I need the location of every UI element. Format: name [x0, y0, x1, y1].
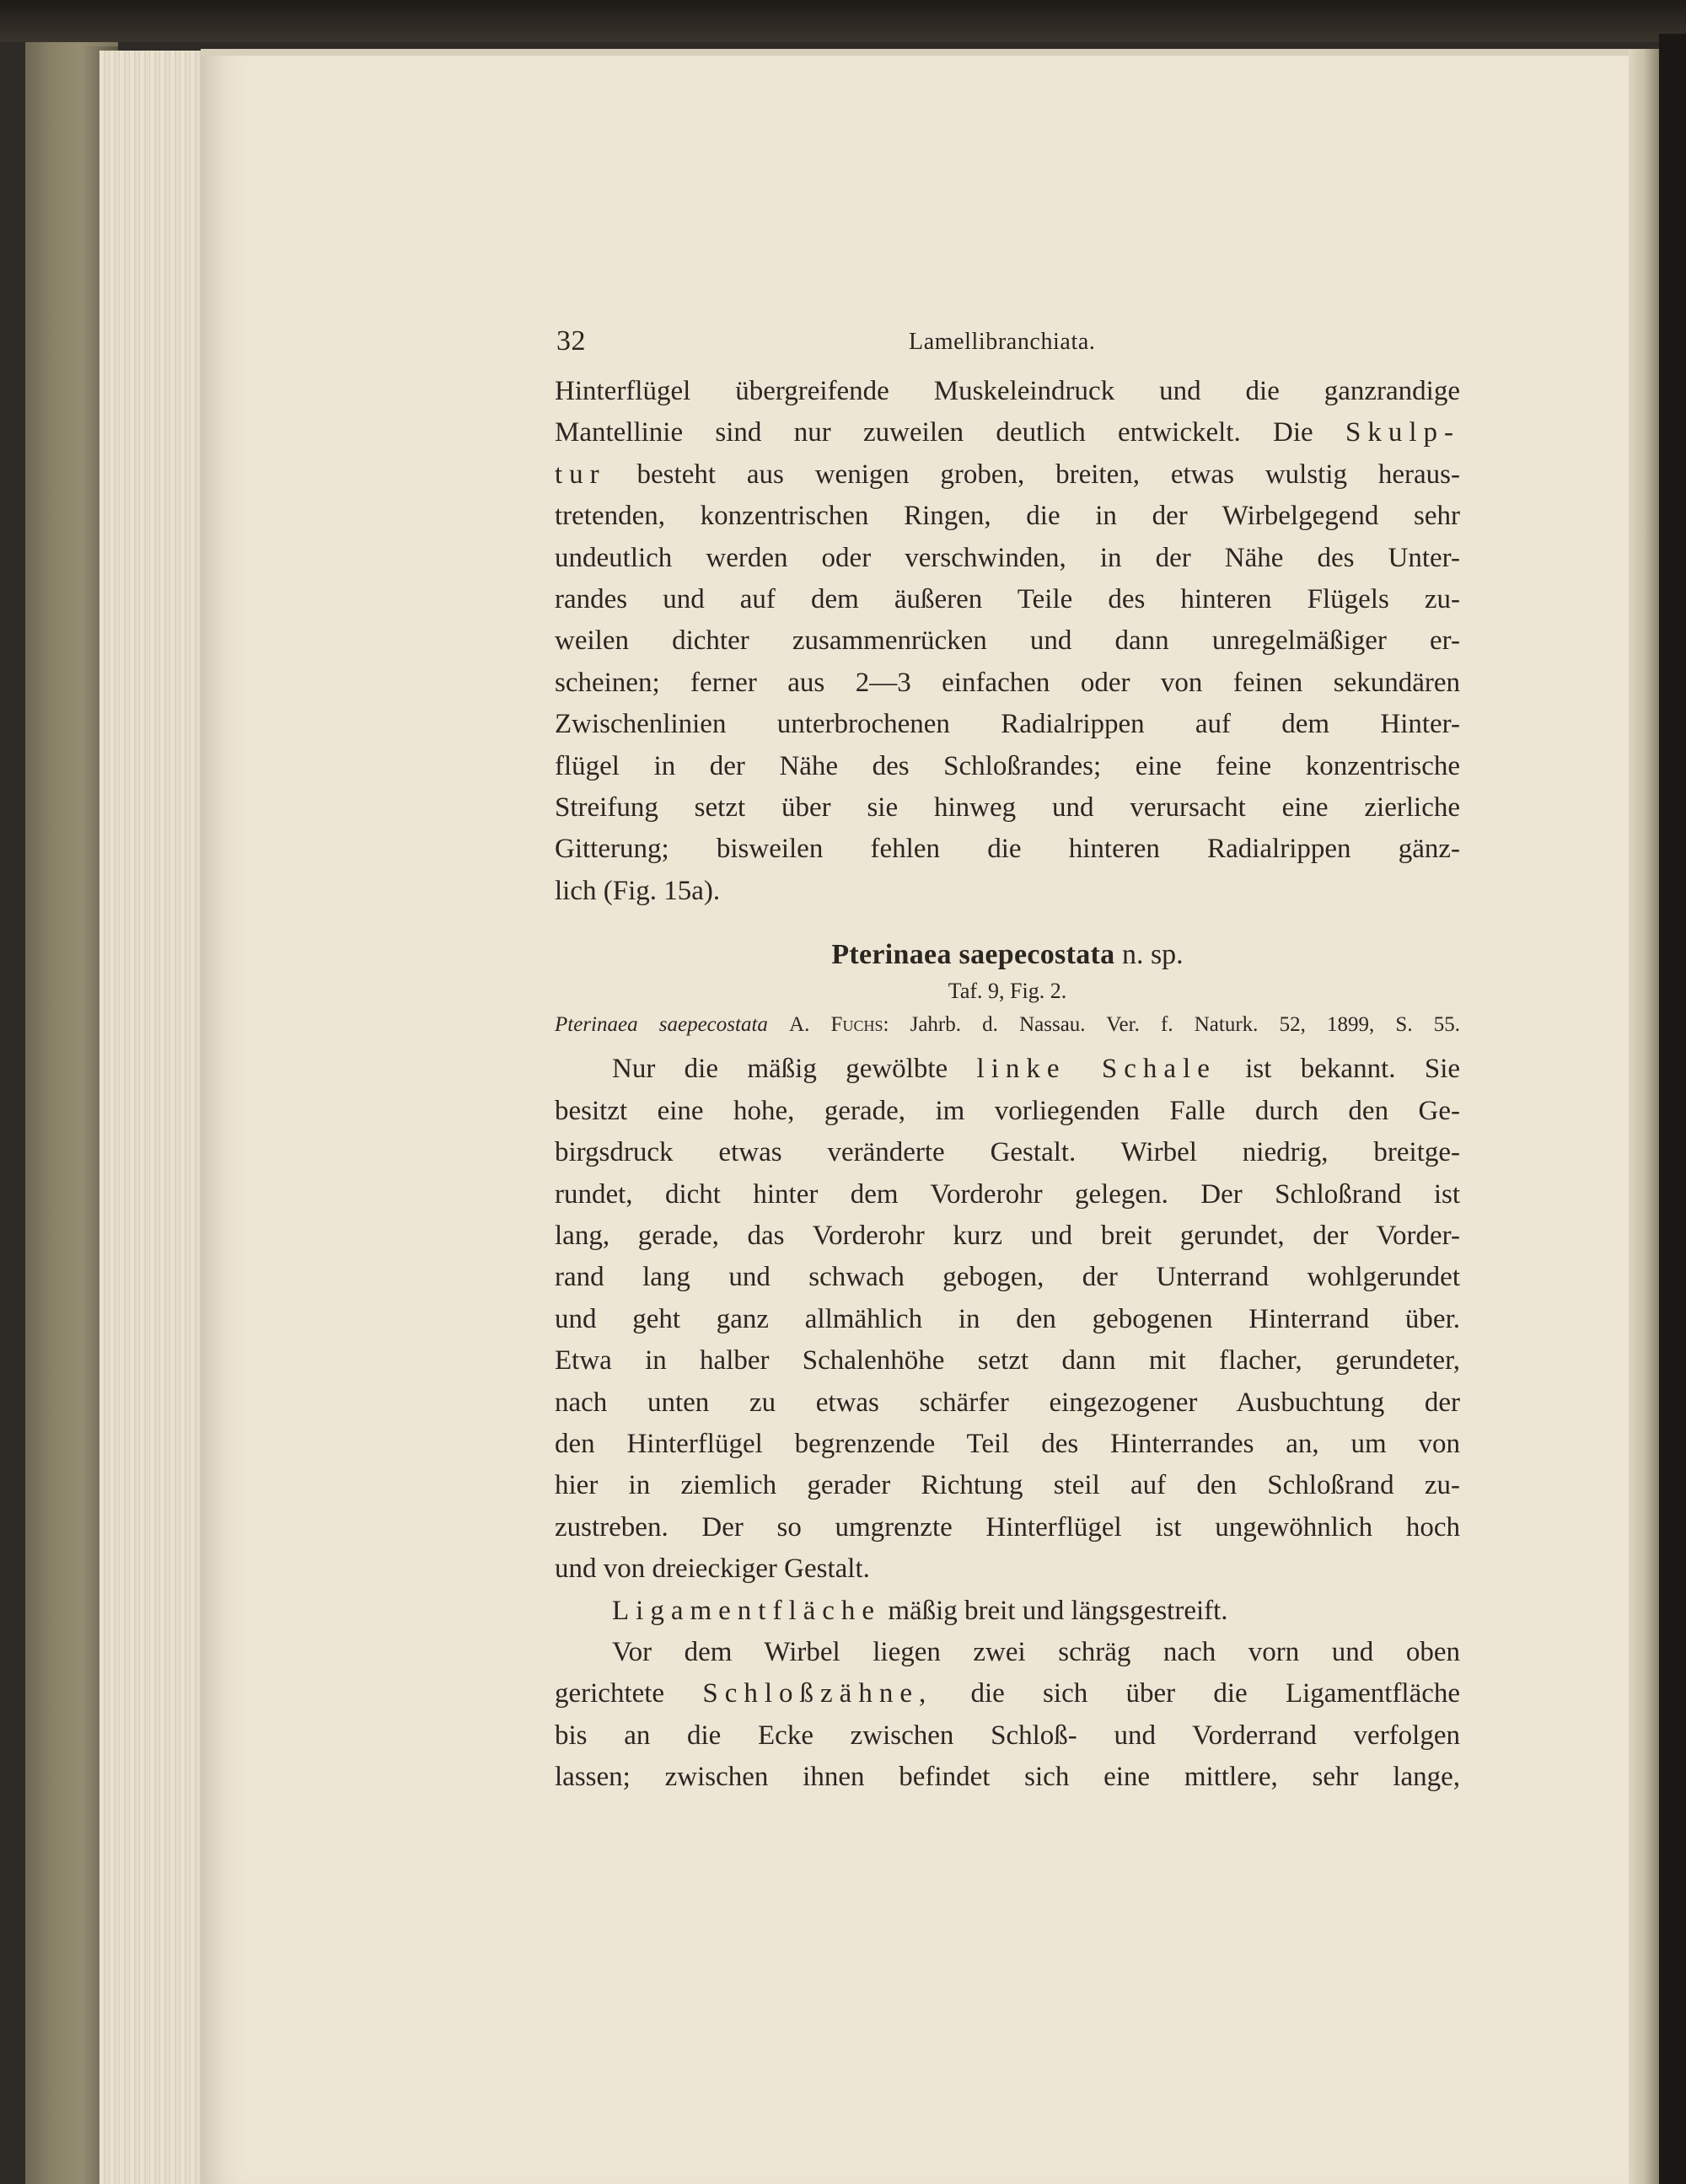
text-line: lang, gerade, das Vorderohr kurz und breit gerundet, der Vorder- — [555, 1220, 1460, 1251]
spaced-term: tur — [555, 459, 606, 490]
spaced-term: Schloßzähne, — [702, 1678, 933, 1709]
text-segment: ist bekannt. Sie — [1245, 1054, 1461, 1085]
paragraph-sculpture — [555, 371, 1460, 912]
text-line — [555, 1673, 1460, 1714]
background-top — [0, 0, 1686, 42]
text-line: flügel in der Nähe des Schloßrandes; eine feine konzentrische — [555, 750, 1460, 781]
text-segment: Mantellinie sind nur zuweilen deutlich entwickelt. Die — [555, 417, 1313, 448]
text-line: rundet, dicht hinter dem Vorderohr gelegen. Der Schloßrand ist — [555, 1178, 1460, 1210]
text-segment: die sich über die Ligamentfläche — [970, 1678, 1461, 1709]
page-right-edge — [1629, 49, 1659, 2184]
text-line: birgsdruck etwas veränderte Gestalt. Wirbel niedrig, breitge- — [555, 1137, 1460, 1168]
text-line: und von dreieckiger Gestalt. — [555, 1553, 870, 1585]
citation — [555, 1008, 1460, 1042]
page-top-band — [201, 49, 1642, 56]
species-heading — [555, 936, 1460, 974]
text-line: Hinterflügel übergreifende Muskeleindruck und die ganzrandige — [555, 376, 1460, 406]
text-line: bis an die Ecke zwischen Schloß- und Vorderrand verfolgen — [555, 1720, 1460, 1751]
text-line: Gitterung; bisweilen fehlen die hinteren Radialrippen gänz- — [555, 834, 1460, 865]
running-title: Lamellibranchiata. — [909, 329, 1096, 355]
text-line: den Hinterflügel begrenzende Teil des Hinterrandes an, um von — [555, 1428, 1460, 1459]
text-line: Streifung setzt über sie hinweg und verursacht eine zierliche — [555, 792, 1460, 824]
page-number: 32 — [556, 325, 586, 357]
citation-taxon: Pterinaea saepecostata — [555, 1013, 768, 1037]
text-line: Zwischenlinien unterbrochenen Radialrippen auf dem Hinter- — [555, 709, 1460, 740]
species-suffix: n. sp. — [1121, 939, 1184, 971]
text-segment: Nur die mäßig gewölbte — [612, 1054, 948, 1085]
plate-reference: Taf. 9, Fig. 2. — [948, 979, 1067, 1004]
background-right — [1659, 34, 1686, 2184]
text-line: tretenden, konzentrischen Ringen, die in der Wirbelgegend sehr — [555, 501, 1460, 532]
text-line — [555, 1049, 1460, 1090]
spaced-term: Ligamentfläche — [612, 1595, 882, 1626]
text-line — [555, 454, 1460, 496]
text-line: randes und auf dem äußeren Teile des hinteren Flügels zu- — [555, 584, 1460, 615]
paragraph-teeth — [555, 1632, 1460, 1799]
text-line: scheinen; ferner aus 2—3 einfachen oder von feinen sekundären — [555, 667, 1460, 698]
text-line: nach unten zu etwas schärfer eingezogener Ausbuchtung der — [555, 1387, 1460, 1418]
text-segment: gerichtete — [555, 1678, 665, 1709]
species-name: Pterinaea saepecostata — [831, 939, 1115, 971]
text-line: rand lang und schwach gebogen, der Unterrand wohlgerundet — [555, 1262, 1460, 1293]
text-line: besitzt eine hohe, gerade, im vorliegenden Falle durch den Ge- — [555, 1095, 1460, 1126]
spaced-term: Skulp- — [1345, 417, 1461, 448]
running-head — [555, 320, 1460, 371]
spaced-term: linke Schale — [976, 1054, 1216, 1085]
citation-source: Jahrb. d. Nassau. Ver. f. Naturk. 52, 1899, S. 55. — [910, 1013, 1460, 1037]
text-line: lassen; zwischen ihnen befindet sich eine mittlere, sehr lange, — [555, 1762, 1460, 1793]
text-line: undeutlich werden oder verschwinden, in der Nähe des Unter- — [555, 542, 1460, 573]
text-block — [555, 320, 1460, 1799]
text-line — [555, 1591, 1460, 1632]
paragraph-ligament — [555, 1591, 1460, 1632]
text-line: hier in ziemlich gerader Richtung steil auf den Schloßrand zu- — [555, 1470, 1460, 1501]
text-line: weilen dichter zusammenrücken und dann unregelmäßiger er- — [555, 625, 1460, 657]
text-line: zustreben. Der so umgrenzte Hinterflügel ist ungewöhnlich hoch — [555, 1511, 1460, 1543]
text-segment: mäßig breit und längsgestreift. — [888, 1595, 1228, 1626]
text-segment: besteht aus wenigen groben, breiten, etwas wulstig heraus- — [605, 459, 1460, 490]
citation-author: A. Fuchs: — [789, 1013, 889, 1037]
text-line: lich (Fig. 15a). — [555, 875, 721, 906]
text-line: Vor dem Wirbel liegen zwei schräg nach vorn und oben — [612, 1636, 1460, 1667]
text-line — [555, 412, 1460, 453]
text-line: und geht ganz allmählich in den gebogenen Hinterrand über. — [555, 1303, 1460, 1334]
text-line: Etwa in halber Schalenhöhe setzt dann mit flacher, gerundeter, — [555, 1345, 1460, 1376]
paragraph-description — [555, 1049, 1460, 1590]
